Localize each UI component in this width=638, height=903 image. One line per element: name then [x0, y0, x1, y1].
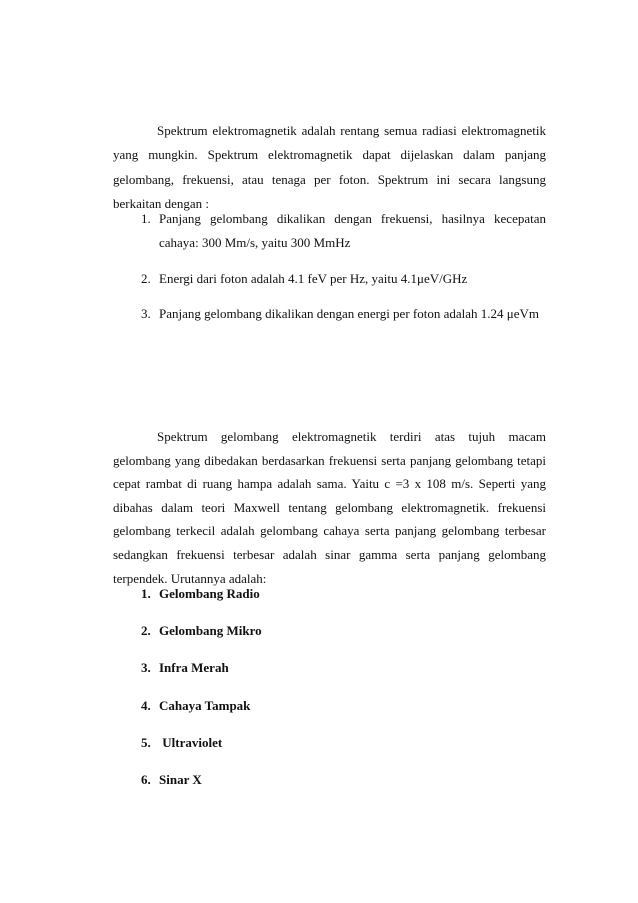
list-item	[113, 267, 546, 291]
list-item-text: Gelombang Mikro	[159, 623, 262, 639]
spectrum-paragraph: Spektrum gelombang elektromagnetik terdiri atas tujuh macam gelombang yang dibedakan berdasarkan frekuensi serta panjang gelombang tetapi cepat rambat di ruang hampa adalah sama. Yaitu c =3 x 108 m/s. Seperti yang dibahas dalam teori Maxwell tentang gelombang elektromagnetik. frekuensi gelombang terkecil adalah gelombang cahaya serta panjang gelombang terbesar sedangkan frekuensi terbesar adalah sinar gamma serta panjang gelombang terpendek. Urutannya adalah:	[113, 429, 546, 586]
list-item	[113, 302, 546, 326]
list-item	[113, 768, 546, 792]
list-item-number: 1.	[141, 211, 151, 226]
list-item-number: 3.	[141, 660, 151, 676]
relations-list	[113, 207, 546, 326]
list-item	[113, 731, 546, 755]
list-item	[113, 582, 546, 606]
list-item-text: Panjang gelombang dikalikan dengan energi per foton adalah 1.24 μeVm	[159, 305, 540, 321]
list-item-text: Sinar X	[159, 771, 202, 787]
list-item	[113, 656, 546, 680]
list-item-text: Infra Merah	[159, 660, 229, 676]
list-item-text: Panjang gelombang dikalikan dengan frekuensi, hasilnya kecepatan cahaya: 300 Mm/s, yaitu 300 MmHz	[159, 211, 546, 251]
list-item-number: 1.	[141, 586, 151, 601]
list-item-text: Ultraviolet	[159, 734, 223, 750]
list-item-text: Gelombang Radio	[159, 586, 260, 601]
list-item-number: 6.	[141, 771, 151, 787]
list-item	[113, 619, 546, 643]
wave-order-list	[113, 582, 546, 792]
list-item-text: Cahaya Tampak	[159, 697, 251, 713]
intro-paragraph: Spektrum elektromagnetik adalah rentang semua radiasi elektromagnetik yang mungkin. Spektrum elektromagnetik dapat dijelaskan dalam panjang gelombang, frekuensi, atau tenaga per foton. Spektrum ini secara langsung berkaitan dengan :	[113, 123, 546, 211]
list-item-number: 2.	[141, 623, 151, 639]
list-item	[113, 207, 546, 256]
list-item-number: 5.	[141, 734, 151, 750]
list-item-number: 3.	[141, 305, 151, 321]
list-item-text: Energi dari foton adalah 4.1 feV per Hz, yaitu 4.1μeV/GHz	[159, 270, 468, 286]
list-item	[113, 694, 546, 718]
list-item-number: 4.	[141, 697, 151, 713]
list-item-number: 2.	[141, 270, 151, 286]
